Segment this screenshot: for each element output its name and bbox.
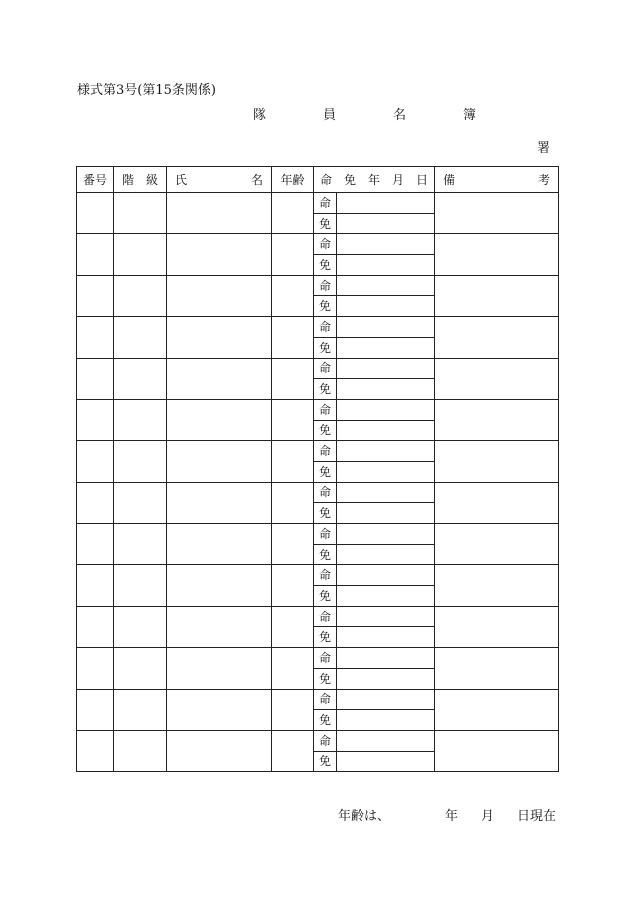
- cell-name[interactable]: [167, 606, 272, 647]
- cell-remarks[interactable]: [435, 730, 559, 771]
- cell-age[interactable]: [272, 441, 314, 482]
- roster-row-appoint: [77, 275, 559, 296]
- header-remarks-right: 考: [538, 172, 551, 187]
- roster-row-appoint: [77, 317, 559, 338]
- cell-appoint-date[interactable]: [337, 441, 435, 462]
- cell-appoint-date[interactable]: [337, 317, 435, 338]
- cell-appoint-date[interactable]: [337, 606, 435, 627]
- cell-rank[interactable]: [114, 234, 167, 275]
- cell-rank[interactable]: [114, 648, 167, 689]
- form-label: 様式第3号(第15条関係): [77, 83, 216, 98]
- footer-month: 月: [481, 809, 495, 824]
- cell-number[interactable]: [77, 482, 114, 523]
- footer-note: [338, 809, 556, 825]
- cell-remarks[interactable]: [435, 606, 559, 647]
- cell-appoint-date[interactable]: [337, 730, 435, 751]
- cell-rank[interactable]: [114, 482, 167, 523]
- appoint-marker: 命: [314, 730, 337, 751]
- cell-appoint-date[interactable]: [337, 234, 435, 255]
- roster-row-appoint: [77, 524, 559, 545]
- dismiss-marker: 免: [314, 710, 337, 731]
- cell-number[interactable]: [77, 275, 114, 316]
- cell-appoint-date[interactable]: [337, 482, 435, 503]
- cell-dismiss-date[interactable]: [337, 255, 435, 276]
- cell-appoint-date[interactable]: [337, 399, 435, 420]
- footer-age-as-of: 年齢は、: [338, 809, 391, 824]
- cell-appoint-date[interactable]: [337, 648, 435, 669]
- cell-name[interactable]: [167, 193, 272, 234]
- dismiss-marker: 免: [314, 255, 337, 276]
- cell-dismiss-date[interactable]: [337, 337, 435, 358]
- header-date: 命 免 年 月 日: [314, 167, 435, 193]
- cell-dismiss-date[interactable]: [337, 503, 435, 524]
- cell-appoint-date[interactable]: [337, 565, 435, 586]
- roster-body: [77, 193, 559, 772]
- cell-dismiss-date[interactable]: [337, 544, 435, 565]
- cell-rank[interactable]: [114, 317, 167, 358]
- appoint-marker: 命: [314, 648, 337, 669]
- cell-appoint-date[interactable]: [337, 193, 435, 214]
- footer-day-current: 日現在: [517, 809, 557, 824]
- cell-rank[interactable]: [114, 565, 167, 606]
- dismiss-marker: 免: [314, 544, 337, 565]
- cell-name[interactable]: [167, 565, 272, 606]
- roster-row-appoint: [77, 234, 559, 255]
- roster-row-appoint: [77, 193, 559, 214]
- header-remarks-left: 備: [443, 172, 456, 187]
- cell-rank[interactable]: [114, 730, 167, 771]
- cell-age[interactable]: [272, 730, 314, 771]
- cell-rank[interactable]: [114, 441, 167, 482]
- cell-remarks[interactable]: [435, 648, 559, 689]
- header-name: [167, 167, 272, 193]
- cell-name[interactable]: [167, 317, 272, 358]
- cell-name[interactable]: [167, 730, 272, 771]
- cell-age[interactable]: [272, 234, 314, 275]
- cell-name[interactable]: [167, 399, 272, 440]
- document-title: 隊 員 名 簿: [253, 108, 499, 123]
- dismiss-marker: 免: [314, 461, 337, 482]
- dismiss-marker: 免: [314, 586, 337, 607]
- header-age: 年齢: [272, 167, 314, 193]
- cell-appoint-date[interactable]: [337, 524, 435, 545]
- cell-age[interactable]: [272, 193, 314, 234]
- roster-row-appoint: [77, 648, 559, 669]
- cell-name[interactable]: [167, 524, 272, 565]
- cell-remarks[interactable]: [435, 234, 559, 275]
- header-name-right: 名: [250, 172, 263, 187]
- dismiss-marker: 免: [314, 337, 337, 358]
- header-number: 番号: [77, 167, 114, 193]
- cell-number[interactable]: [77, 524, 114, 565]
- cell-dismiss-date[interactable]: [337, 420, 435, 441]
- roster-row-appoint: [77, 441, 559, 462]
- cell-rank[interactable]: [114, 275, 167, 316]
- dismiss-marker: 免: [314, 296, 337, 317]
- roster-row-appoint: [77, 730, 559, 751]
- dismiss-marker: 免: [314, 420, 337, 441]
- appoint-marker: 命: [314, 358, 337, 379]
- cell-name[interactable]: [167, 482, 272, 523]
- cell-number[interactable]: [77, 565, 114, 606]
- cell-number[interactable]: [77, 441, 114, 482]
- cell-rank[interactable]: [114, 606, 167, 647]
- appoint-marker: 命: [314, 482, 337, 503]
- roster-table: [76, 166, 559, 772]
- header-row: [77, 167, 559, 193]
- appoint-marker: 命: [314, 441, 337, 462]
- footer-year: 年: [445, 809, 459, 824]
- cell-age[interactable]: [272, 648, 314, 689]
- cell-age[interactable]: [272, 689, 314, 730]
- appoint-marker: 命: [314, 317, 337, 338]
- cell-rank[interactable]: [114, 193, 167, 234]
- cell-remarks[interactable]: [435, 317, 559, 358]
- cell-dismiss-date[interactable]: [337, 586, 435, 607]
- header-name-left: 氏: [175, 172, 188, 187]
- cell-remarks[interactable]: [435, 565, 559, 606]
- dismiss-marker: 免: [314, 668, 337, 689]
- cell-age[interactable]: [272, 275, 314, 316]
- appoint-marker: 命: [314, 193, 337, 214]
- cell-number[interactable]: [77, 193, 114, 234]
- cell-remarks[interactable]: [435, 441, 559, 482]
- header-remarks: [435, 167, 559, 193]
- cell-remarks[interactable]: [435, 689, 559, 730]
- cell-number[interactable]: [77, 358, 114, 399]
- cell-rank[interactable]: [114, 524, 167, 565]
- roster-row-appoint: [77, 358, 559, 379]
- roster-row-appoint: [77, 399, 559, 420]
- cell-number[interactable]: [77, 317, 114, 358]
- cell-remarks[interactable]: [435, 358, 559, 399]
- cell-number[interactable]: [77, 689, 114, 730]
- dismiss-marker: 免: [314, 379, 337, 400]
- cell-number[interactable]: [77, 730, 114, 771]
- cell-number[interactable]: [77, 234, 114, 275]
- cell-rank[interactable]: [114, 689, 167, 730]
- dismiss-marker: 免: [314, 213, 337, 234]
- roster-row-appoint: [77, 689, 559, 710]
- cell-dismiss-date[interactable]: [337, 710, 435, 731]
- cell-dismiss-date[interactable]: [337, 213, 435, 234]
- cell-age[interactable]: [272, 358, 314, 399]
- cell-name[interactable]: [167, 275, 272, 316]
- cell-age[interactable]: [272, 482, 314, 523]
- cell-name[interactable]: [167, 234, 272, 275]
- cell-name[interactable]: [167, 441, 272, 482]
- cell-number[interactable]: [77, 648, 114, 689]
- cell-number[interactable]: [77, 399, 114, 440]
- header-rank: 階 級: [114, 167, 167, 193]
- cell-remarks[interactable]: [435, 482, 559, 523]
- cell-remarks[interactable]: [435, 275, 559, 316]
- appoint-marker: 命: [314, 275, 337, 296]
- cell-age[interactable]: [272, 606, 314, 647]
- cell-number[interactable]: [77, 606, 114, 647]
- cell-age[interactable]: [272, 317, 314, 358]
- cell-age[interactable]: [272, 524, 314, 565]
- cell-rank[interactable]: [114, 358, 167, 399]
- appoint-marker: 命: [314, 565, 337, 586]
- roster-row-appoint: [77, 606, 559, 627]
- cell-dismiss-date[interactable]: [337, 461, 435, 482]
- cell-age[interactable]: [272, 399, 314, 440]
- cell-remarks[interactable]: [435, 193, 559, 234]
- cell-name[interactable]: [167, 689, 272, 730]
- cell-dismiss-date[interactable]: [337, 296, 435, 317]
- cell-appoint-date[interactable]: [337, 689, 435, 710]
- cell-remarks[interactable]: [435, 524, 559, 565]
- cell-appoint-date[interactable]: [337, 358, 435, 379]
- dismiss-marker: 免: [314, 751, 337, 772]
- cell-dismiss-date[interactable]: [337, 379, 435, 400]
- appoint-marker: 命: [314, 524, 337, 545]
- appoint-marker: 命: [314, 234, 337, 255]
- cell-dismiss-date[interactable]: [337, 627, 435, 648]
- cell-appoint-date[interactable]: [337, 275, 435, 296]
- cell-rank[interactable]: [114, 399, 167, 440]
- dismiss-marker: 免: [314, 503, 337, 524]
- roster-row-appoint: [77, 565, 559, 586]
- dismiss-marker: 免: [314, 627, 337, 648]
- station-label: 署: [537, 141, 551, 156]
- appoint-marker: 命: [314, 689, 337, 710]
- cell-dismiss-date[interactable]: [337, 751, 435, 772]
- cell-dismiss-date[interactable]: [337, 668, 435, 689]
- cell-age[interactable]: [272, 565, 314, 606]
- appoint-marker: 命: [314, 399, 337, 420]
- appoint-marker: 命: [314, 606, 337, 627]
- cell-name[interactable]: [167, 648, 272, 689]
- roster-row-appoint: [77, 482, 559, 503]
- cell-name[interactable]: [167, 358, 272, 399]
- cell-remarks[interactable]: [435, 399, 559, 440]
